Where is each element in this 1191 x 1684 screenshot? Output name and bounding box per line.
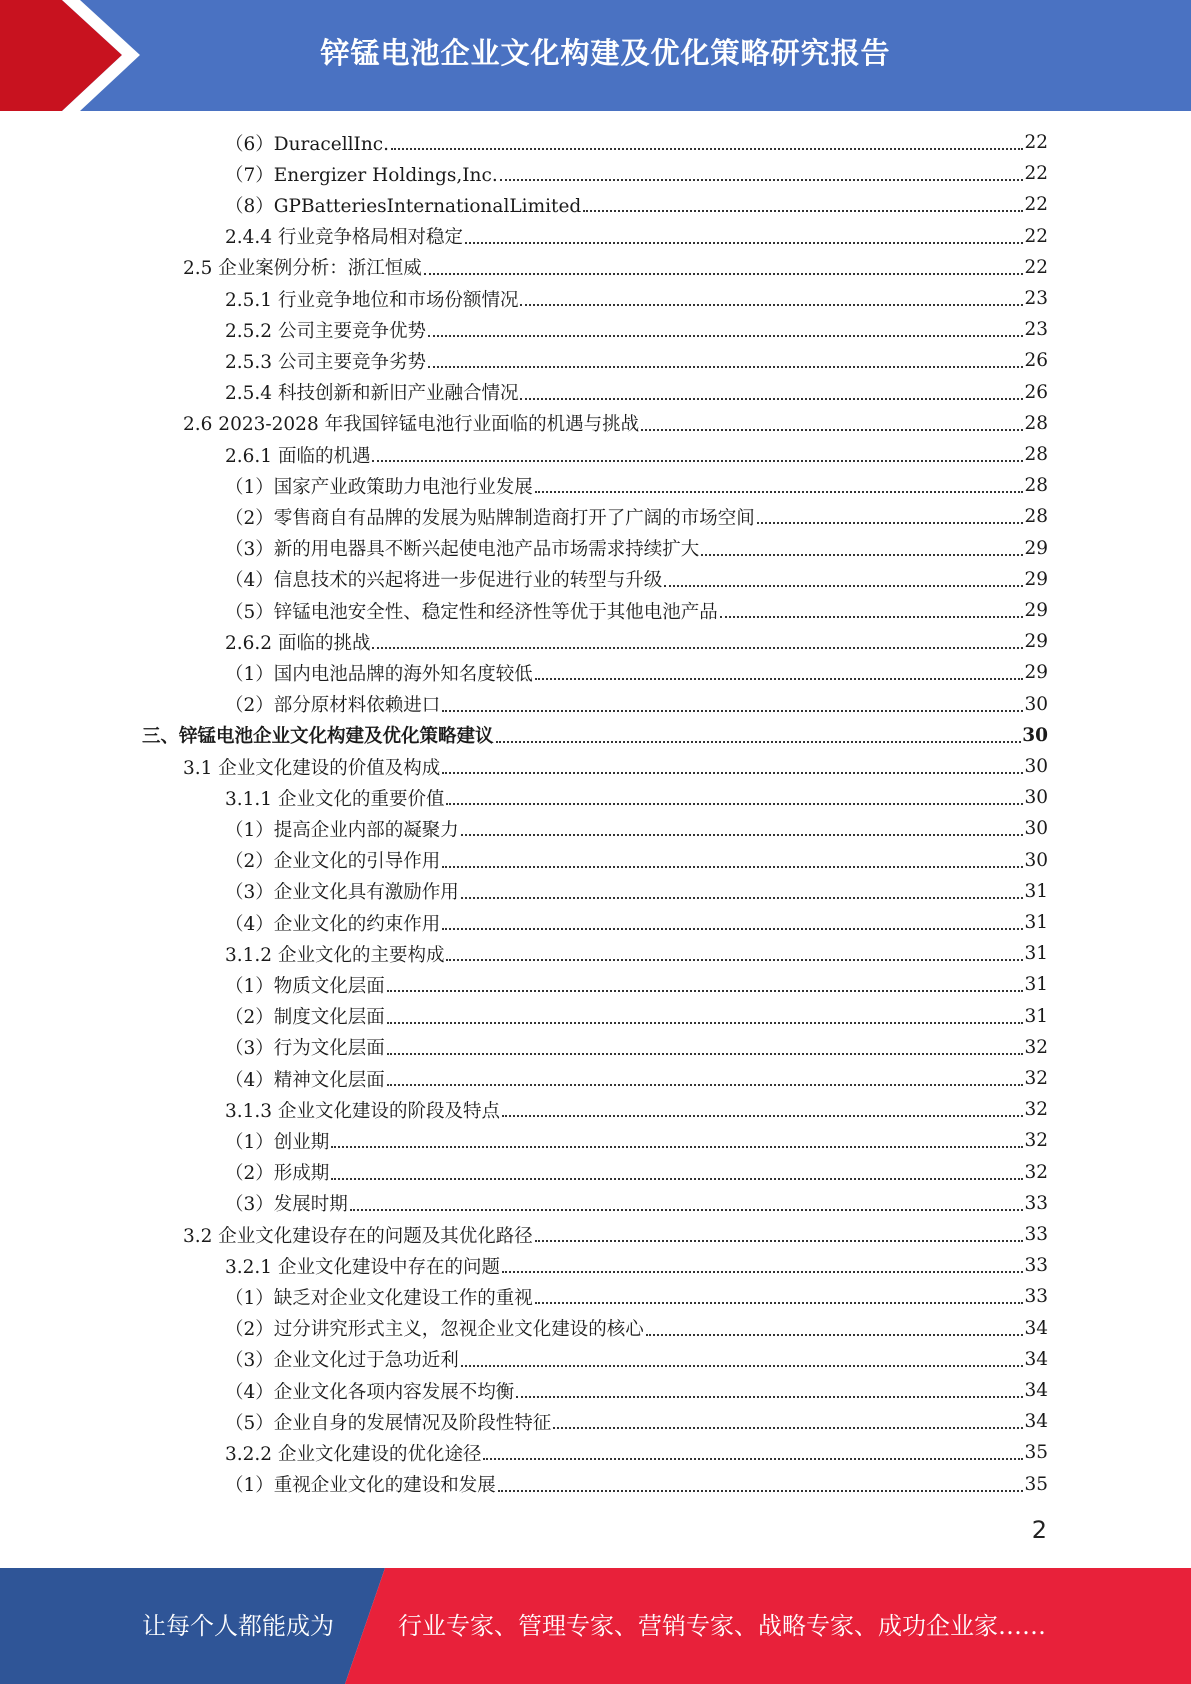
toc-entry-label: （3）新的用电器具不断兴起使电池产品市场需求持续扩大 bbox=[225, 539, 700, 561]
dot-leader bbox=[516, 1395, 1023, 1398]
toc-entry-page: 28 bbox=[1024, 412, 1048, 434]
dot-leader bbox=[331, 1177, 1023, 1180]
toc-entry[interactable] bbox=[225, 1406, 1048, 1437]
dot-leader bbox=[331, 1145, 1023, 1148]
toc-entry[interactable] bbox=[183, 751, 1048, 782]
toc-entry-page: 22 bbox=[1024, 163, 1048, 185]
toc-entry[interactable] bbox=[225, 1125, 1048, 1156]
toc-entry[interactable] bbox=[225, 595, 1048, 626]
dot-leader bbox=[664, 584, 1023, 587]
dot-leader bbox=[641, 428, 1023, 431]
toc-entry[interactable] bbox=[225, 1032, 1048, 1063]
dot-leader bbox=[442, 865, 1023, 868]
toc-entry-page: 33 bbox=[1024, 1224, 1048, 1245]
toc-entry-page: 32 bbox=[1024, 1099, 1048, 1121]
dot-leader bbox=[387, 1083, 1024, 1086]
footer-slogan-left: 让每个人都能成为 bbox=[142, 1612, 334, 1640]
dot-leader bbox=[535, 490, 1024, 493]
toc-entry-label: 三、锌锰电池企业文化构建及优化策略建议 bbox=[142, 726, 494, 748]
toc-entry-label: （1）重视企业文化的建设和发展 bbox=[225, 1475, 496, 1497]
toc-entry-page: 30 bbox=[1024, 849, 1048, 871]
dot-leader bbox=[391, 147, 1023, 150]
toc-entry-label: 3.1.2 企业文化的主要构成 bbox=[225, 944, 445, 966]
toc-entry[interactable] bbox=[225, 813, 1048, 844]
toc-entry-label: （1）国家产业政策助力电池行业发展 bbox=[225, 476, 533, 498]
toc-entry-page: 28 bbox=[1024, 444, 1048, 465]
toc-entry[interactable] bbox=[225, 314, 1048, 345]
toc-entry-label: 3.2.1 企业文化建设中存在的问题 bbox=[225, 1256, 500, 1278]
dot-leader bbox=[424, 272, 1024, 275]
toc-entry-label: 2.6.2 面临的挑战 bbox=[225, 632, 371, 654]
page-header bbox=[0, 0, 1191, 111]
page-number: 2 bbox=[1031, 1516, 1047, 1544]
dot-leader bbox=[757, 521, 1024, 524]
dot-leader bbox=[500, 178, 1024, 181]
toc-entry[interactable] bbox=[225, 845, 1048, 876]
toc-entry-label: 3.1.1 企业文化的重要价值 bbox=[225, 788, 445, 810]
toc-entry-page: 28 bbox=[1024, 475, 1048, 497]
toc-entry-label: 2.5.1 行业竞争地位和市场份额情况 bbox=[225, 289, 519, 311]
toc-entry[interactable] bbox=[225, 1094, 1048, 1125]
toc-entry-label: 2.5.3 公司主要竞争劣势 bbox=[225, 351, 426, 373]
toc-entry[interactable] bbox=[225, 1469, 1048, 1500]
toc-entry-label: 3.2.2 企业文化建设的优化途径 bbox=[225, 1443, 482, 1465]
footer-slogan-right: 行业专家、管理专家、营销专家、战略专家、成功企业家…… bbox=[398, 1612, 1046, 1640]
dot-leader bbox=[553, 1426, 1023, 1429]
toc-entry-label: 2.5.4 科技创新和新旧产业融合情况 bbox=[225, 383, 519, 405]
toc-entry-page: 29 bbox=[1024, 537, 1048, 559]
toc-entry-page: 28 bbox=[1024, 506, 1048, 528]
dot-leader bbox=[502, 1114, 1023, 1117]
dot-leader bbox=[583, 209, 1023, 212]
toc-entry-page: 32 bbox=[1024, 1130, 1048, 1152]
toc-entry[interactable] bbox=[225, 1437, 1048, 1468]
toc-entry-page: 34 bbox=[1024, 1348, 1048, 1370]
toc-entry[interactable] bbox=[225, 938, 1048, 969]
dot-leader bbox=[483, 1457, 1023, 1460]
toc-entry[interactable] bbox=[225, 189, 1048, 220]
toc-entry-label: （5）企业自身的发展情况及阶段性特征 bbox=[225, 1412, 552, 1434]
dot-leader bbox=[461, 1364, 1024, 1367]
toc-entry[interactable] bbox=[225, 1375, 1048, 1406]
toc-entry-page: 30 bbox=[1024, 756, 1048, 777]
toc-entry[interactable] bbox=[225, 1157, 1048, 1188]
dot-leader bbox=[520, 397, 1023, 400]
dot-leader bbox=[446, 802, 1023, 805]
toc-entry-page: 35 bbox=[1024, 1442, 1048, 1464]
dot-leader bbox=[496, 740, 1022, 743]
dot-leader bbox=[465, 241, 1023, 244]
toc-entry-page: 33 bbox=[1024, 1286, 1048, 1308]
toc-entry-label: （1）缺乏对企业文化建设工作的重视 bbox=[225, 1287, 533, 1309]
toc-entry-label: （7）Energizer Holdings,Inc. bbox=[225, 164, 498, 186]
toc-entry[interactable] bbox=[225, 626, 1048, 657]
toc-entry-label: （6）DuracellInc. bbox=[225, 133, 389, 155]
toc-entry[interactable] bbox=[225, 876, 1048, 907]
dot-leader bbox=[428, 365, 1023, 368]
toc-entry[interactable] bbox=[225, 564, 1048, 595]
toc-entry[interactable] bbox=[225, 158, 1048, 189]
toc-entry-label: （1）物质文化层面 bbox=[225, 975, 385, 997]
dot-leader bbox=[372, 459, 1023, 462]
toc-entry-label: （4）精神文化层面 bbox=[225, 1069, 385, 1091]
toc-entry-label: （3）行为文化层面 bbox=[225, 1038, 385, 1060]
toc-entry-label: （8）GPBatteriesInternationalLimited bbox=[225, 195, 582, 217]
dot-leader bbox=[720, 615, 1024, 618]
dot-leader bbox=[442, 709, 1023, 712]
toc-entry-page: 29 bbox=[1024, 600, 1048, 621]
toc-entry-label: 3.1 企业文化建设的价值及构成 bbox=[183, 757, 441, 779]
dot-leader bbox=[646, 1333, 1024, 1336]
toc-entry-label: （2）部分原材料依赖进口 bbox=[225, 695, 441, 717]
toc-entry[interactable] bbox=[225, 1344, 1048, 1375]
dot-leader bbox=[350, 1208, 1024, 1211]
dot-leader bbox=[387, 989, 1024, 992]
toc-entry[interactable] bbox=[225, 1281, 1048, 1312]
toc-entry[interactable] bbox=[225, 127, 1048, 158]
toc-entry-page: 34 bbox=[1024, 1317, 1048, 1339]
toc-entry-label: 2.5.2 公司主要竞争优势 bbox=[225, 320, 426, 342]
toc-entry-label: 2.4.4 行业竞争格局相对稳定 bbox=[225, 227, 463, 249]
toc-entry-page: 31 bbox=[1024, 880, 1048, 902]
toc-entry-page: 30 bbox=[1024, 693, 1048, 715]
toc-entry-label: （2）制度文化层面 bbox=[225, 1007, 385, 1029]
toc-entry-page: 31 bbox=[1024, 1005, 1048, 1027]
toc-entry-page: 31 bbox=[1024, 974, 1048, 996]
toc-entry-label: （2）零售商自有品牌的发展为贴牌制造商打开了广阔的市场空间 bbox=[225, 507, 755, 529]
dot-leader bbox=[387, 1052, 1024, 1055]
toc-entry[interactable] bbox=[225, 907, 1048, 938]
toc-entry[interactable] bbox=[225, 470, 1048, 501]
toc-entry-page: 35 bbox=[1024, 1473, 1048, 1495]
dot-leader bbox=[428, 334, 1023, 337]
toc-entry-page: 32 bbox=[1024, 1161, 1048, 1183]
toc-entry[interactable] bbox=[225, 1188, 1048, 1219]
toc-entry-page: 29 bbox=[1024, 568, 1048, 590]
dot-leader bbox=[535, 1301, 1024, 1304]
toc-entry[interactable] bbox=[225, 377, 1048, 408]
toc-entry[interactable] bbox=[225, 439, 1048, 470]
dot-leader bbox=[498, 1489, 1024, 1492]
dot-leader bbox=[372, 646, 1023, 649]
toc-entry-page: 33 bbox=[1024, 1255, 1048, 1277]
toc-entry-page: 33 bbox=[1024, 1192, 1048, 1214]
toc-entry-page: 31 bbox=[1024, 943, 1048, 965]
toc-entry-page: 32 bbox=[1024, 1068, 1048, 1089]
toc-entry[interactable] bbox=[225, 501, 1048, 532]
toc-entry[interactable] bbox=[183, 408, 1048, 439]
dot-leader bbox=[461, 896, 1024, 899]
toc-entry-label: （2）过分讲究形式主义，忽视企业文化建设的核心 bbox=[225, 1319, 644, 1341]
toc-entry-page: 29 bbox=[1024, 662, 1048, 684]
toc-entry-page: 26 bbox=[1024, 350, 1048, 372]
dot-leader bbox=[535, 1239, 1024, 1242]
toc-entry-label: （1）国内电池品牌的海外知名度较低 bbox=[225, 663, 533, 685]
toc-entry[interactable] bbox=[225, 969, 1048, 1000]
toc-entry-label: 2.6 2023-2028 年我国锌锰电池行业面临的机遇与挑战 bbox=[183, 414, 640, 436]
toc-entry[interactable] bbox=[225, 1250, 1048, 1281]
toc-entry-label: （4）信息技术的兴起将进一步促进行业的转型与升级 bbox=[225, 570, 663, 592]
toc-entry-label: 3.1.3 企业文化建设的阶段及特点 bbox=[225, 1100, 500, 1122]
toc-entry-page: 34 bbox=[1024, 1411, 1048, 1433]
toc-entry-page: 29 bbox=[1024, 631, 1048, 653]
toc-entry-label: （4）企业文化各项内容发展不均衡 bbox=[225, 1381, 515, 1403]
toc-entry[interactable] bbox=[225, 221, 1048, 252]
dot-leader bbox=[387, 1021, 1024, 1024]
toc-entry-page: 22 bbox=[1024, 194, 1048, 216]
toc-entry-label: 2.6.1 面临的机遇 bbox=[225, 445, 371, 467]
toc-entry-page: 31 bbox=[1024, 912, 1048, 933]
dot-leader bbox=[502, 1270, 1023, 1273]
toc-entry-label: （1）创业期 bbox=[225, 1131, 330, 1153]
toc-entry-label: （3）企业文化过于急功近利 bbox=[225, 1350, 459, 1372]
toc-entry-page: 30 bbox=[1022, 724, 1048, 746]
toc-entry-label: （2）形成期 bbox=[225, 1163, 330, 1185]
toc-entry[interactable] bbox=[183, 1219, 1048, 1250]
toc-entry-label: 2.5 企业案例分析：浙江恒威 bbox=[183, 258, 422, 280]
toc-entry-label: 3.2 企业文化建设存在的问题及其优化路径 bbox=[183, 1225, 533, 1247]
toc-entry[interactable] bbox=[225, 1313, 1048, 1344]
toc-entry[interactable] bbox=[225, 1001, 1048, 1032]
toc-entry-label: （1）提高企业内部的凝聚力 bbox=[225, 819, 459, 841]
toc-entry-page: 23 bbox=[1024, 319, 1048, 341]
toc-entry-label: （3）企业文化具有激励作用 bbox=[225, 882, 459, 904]
toc-entry-page: 22 bbox=[1024, 132, 1048, 153]
toc-entry-page: 32 bbox=[1024, 1036, 1048, 1058]
dot-leader bbox=[442, 771, 1023, 774]
toc-entry[interactable] bbox=[225, 345, 1048, 376]
dot-leader bbox=[701, 553, 1023, 556]
dot-leader bbox=[442, 927, 1023, 930]
toc-entry-page: 22 bbox=[1024, 225, 1048, 247]
report-title: 锌锰电池企业文化构建及优化策略研究报告 bbox=[320, 35, 891, 70]
toc-entry-label: （4）企业文化的约束作用 bbox=[225, 913, 441, 935]
dot-leader bbox=[535, 677, 1024, 680]
toc-entry[interactable] bbox=[225, 283, 1048, 314]
toc-entry[interactable] bbox=[142, 720, 1048, 751]
dot-leader bbox=[520, 303, 1023, 306]
toc-entry-page: 30 bbox=[1024, 787, 1048, 809]
toc-entry-page: 23 bbox=[1024, 288, 1048, 309]
toc-entry[interactable] bbox=[225, 689, 1048, 720]
toc-entry-page: 22 bbox=[1024, 256, 1048, 278]
dot-leader bbox=[446, 958, 1023, 961]
toc-entry-label: （5）锌锰电池安全性、稳定性和经济性等优于其他电池产品 bbox=[225, 601, 718, 623]
toc-entry-label: （3）发展时期 bbox=[225, 1194, 348, 1216]
toc-entry-page: 30 bbox=[1024, 818, 1048, 840]
toc-entry-page: 26 bbox=[1024, 381, 1048, 403]
page-footer bbox=[0, 1568, 1191, 1684]
toc-entry-label: （2）企业文化的引导作用 bbox=[225, 851, 441, 873]
toc-entry[interactable] bbox=[183, 252, 1048, 283]
toc-entry-page: 34 bbox=[1024, 1380, 1048, 1401]
dot-leader bbox=[461, 833, 1024, 836]
toc-entry[interactable] bbox=[225, 782, 1048, 813]
toc-entry[interactable] bbox=[225, 533, 1048, 564]
toc-entry[interactable] bbox=[225, 1063, 1048, 1094]
toc-entry[interactable] bbox=[225, 657, 1048, 688]
